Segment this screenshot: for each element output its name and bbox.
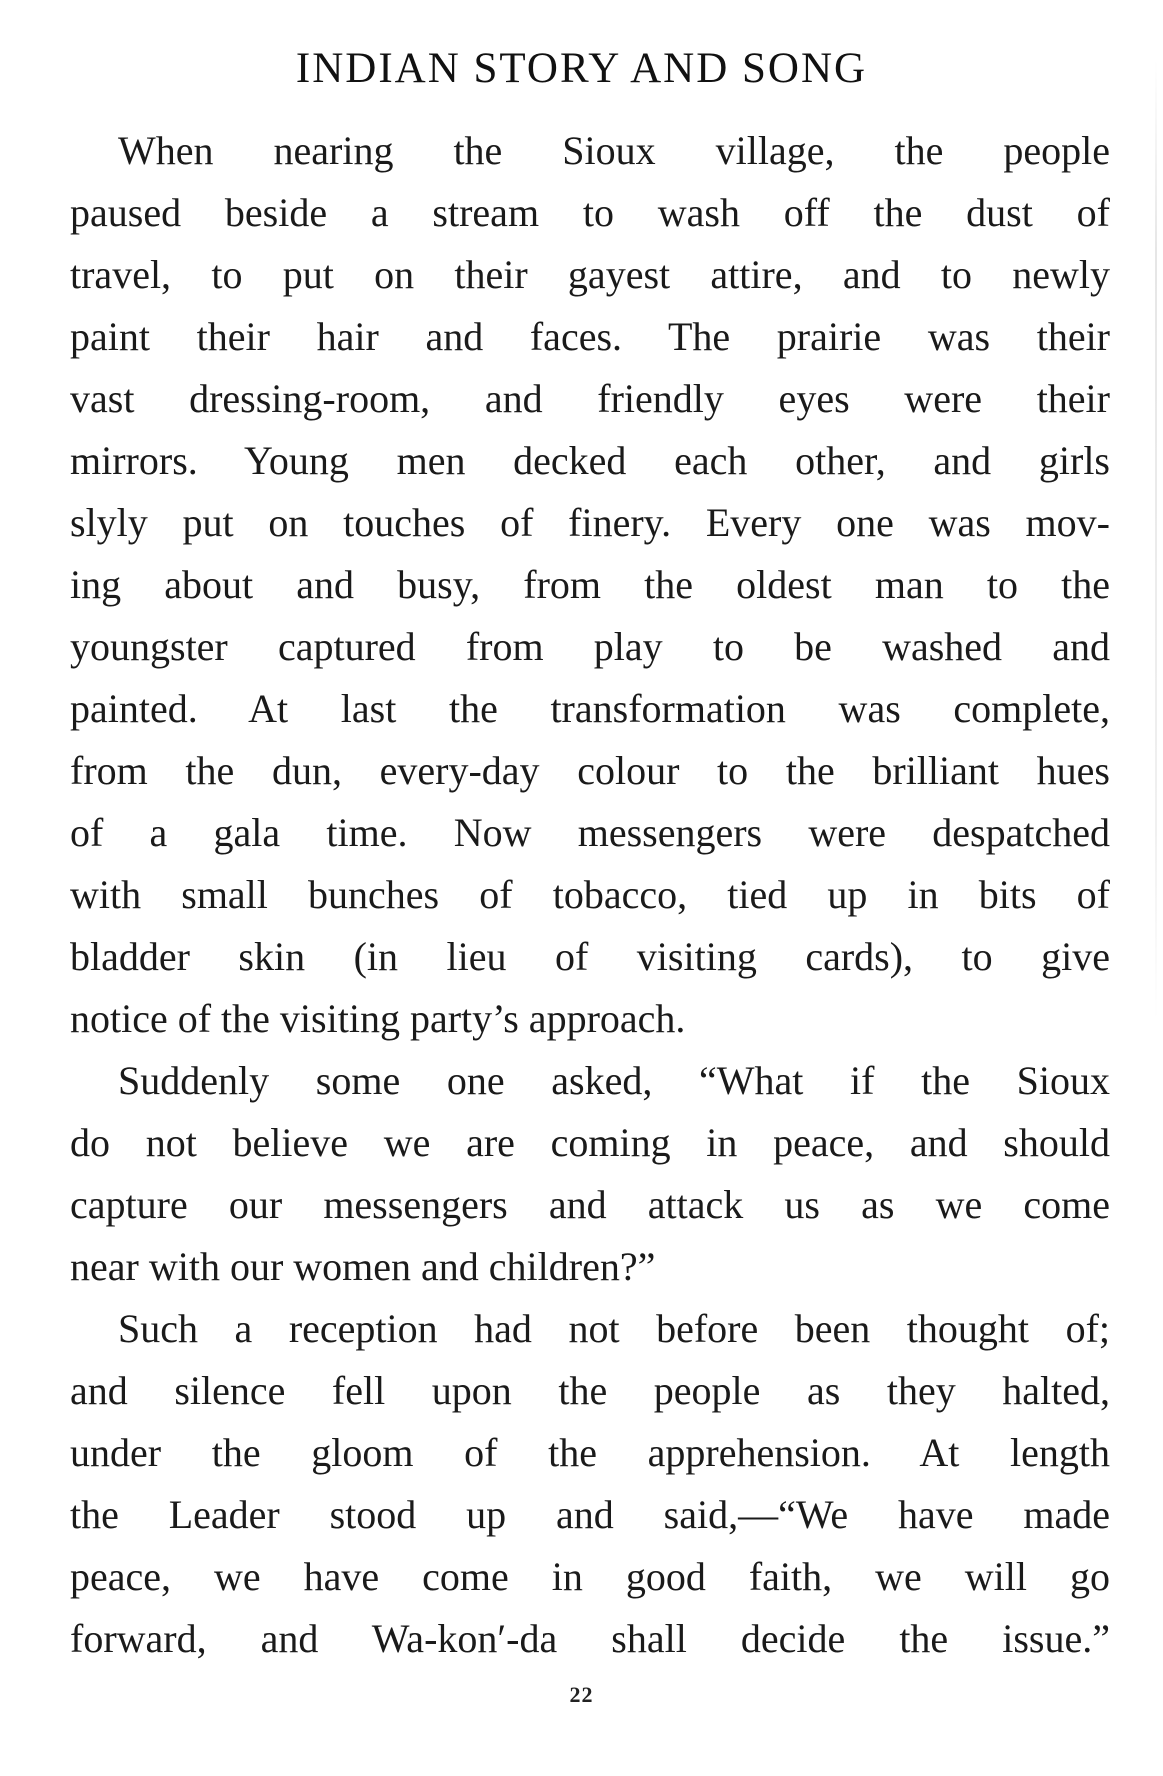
text-line: Such a reception had not before been thought of;: [118, 1306, 1110, 1351]
text-line: paint their hair and faces. The prairie was their: [70, 314, 1110, 359]
text-line: mirrors. Young men decked each other, and girls: [70, 438, 1110, 483]
text-line: under the gloom of the apprehension. At length: [70, 1430, 1110, 1475]
text-line: peace, we have come in good faith, we will go: [70, 1554, 1110, 1599]
text-line: When nearing the Sioux village, the people: [118, 128, 1110, 173]
text-line: Suddenly some one asked, “What if the Sioux: [118, 1058, 1110, 1103]
text-line: vast dressing-room, and friendly eyes were their: [70, 376, 1110, 421]
text-line: with small bunches of tobacco, tied up in bits of: [70, 872, 1110, 917]
text-line: forward, and Wa-kon′-da shall decide the issue.”: [70, 1616, 1110, 1661]
text-line: from the dun, every-day colour to the brilliant hues: [70, 748, 1110, 793]
text-line: the Leader stood up and said,—“We have made: [70, 1492, 1110, 1537]
text-line: youngster captured from play to be washed and: [70, 624, 1110, 669]
paragraph-3: [70, 1298, 1110, 1670]
text-line: notice of the visiting party’s approach.: [70, 996, 686, 1041]
text-line: and silence fell upon the people as they halted,: [70, 1368, 1110, 1413]
body-text: [70, 120, 1110, 1670]
text-line: bladder skin (in lieu of visiting cards), to give: [70, 934, 1110, 979]
text-line: capture our messengers and attack us as we come: [70, 1182, 1110, 1227]
text-line: near with our women and children?”: [70, 1244, 656, 1289]
text-line: painted. At last the transformation was complete,: [70, 686, 1110, 731]
page-number: 22: [569, 1682, 594, 1707]
paragraph-1: [70, 120, 1110, 1050]
running-title: INDIAN STORY AND SONG: [295, 45, 868, 92]
text-line: slyly put on touches of finery. Every one was mov-: [70, 500, 1110, 545]
text-line: paused beside a stream to wash off the dust of: [70, 190, 1110, 235]
text-line: travel, to put on their gayest attire, and to newly: [70, 252, 1110, 297]
text-line: ing about and busy, from the oldest man to the: [70, 562, 1110, 607]
text-line: of a gala time. Now messengers were despatched: [70, 810, 1110, 855]
page-edge-shadow: [1155, 60, 1157, 1020]
text-line: do not believe we are coming in peace, and should: [70, 1120, 1110, 1165]
paragraph-2: [70, 1050, 1110, 1298]
